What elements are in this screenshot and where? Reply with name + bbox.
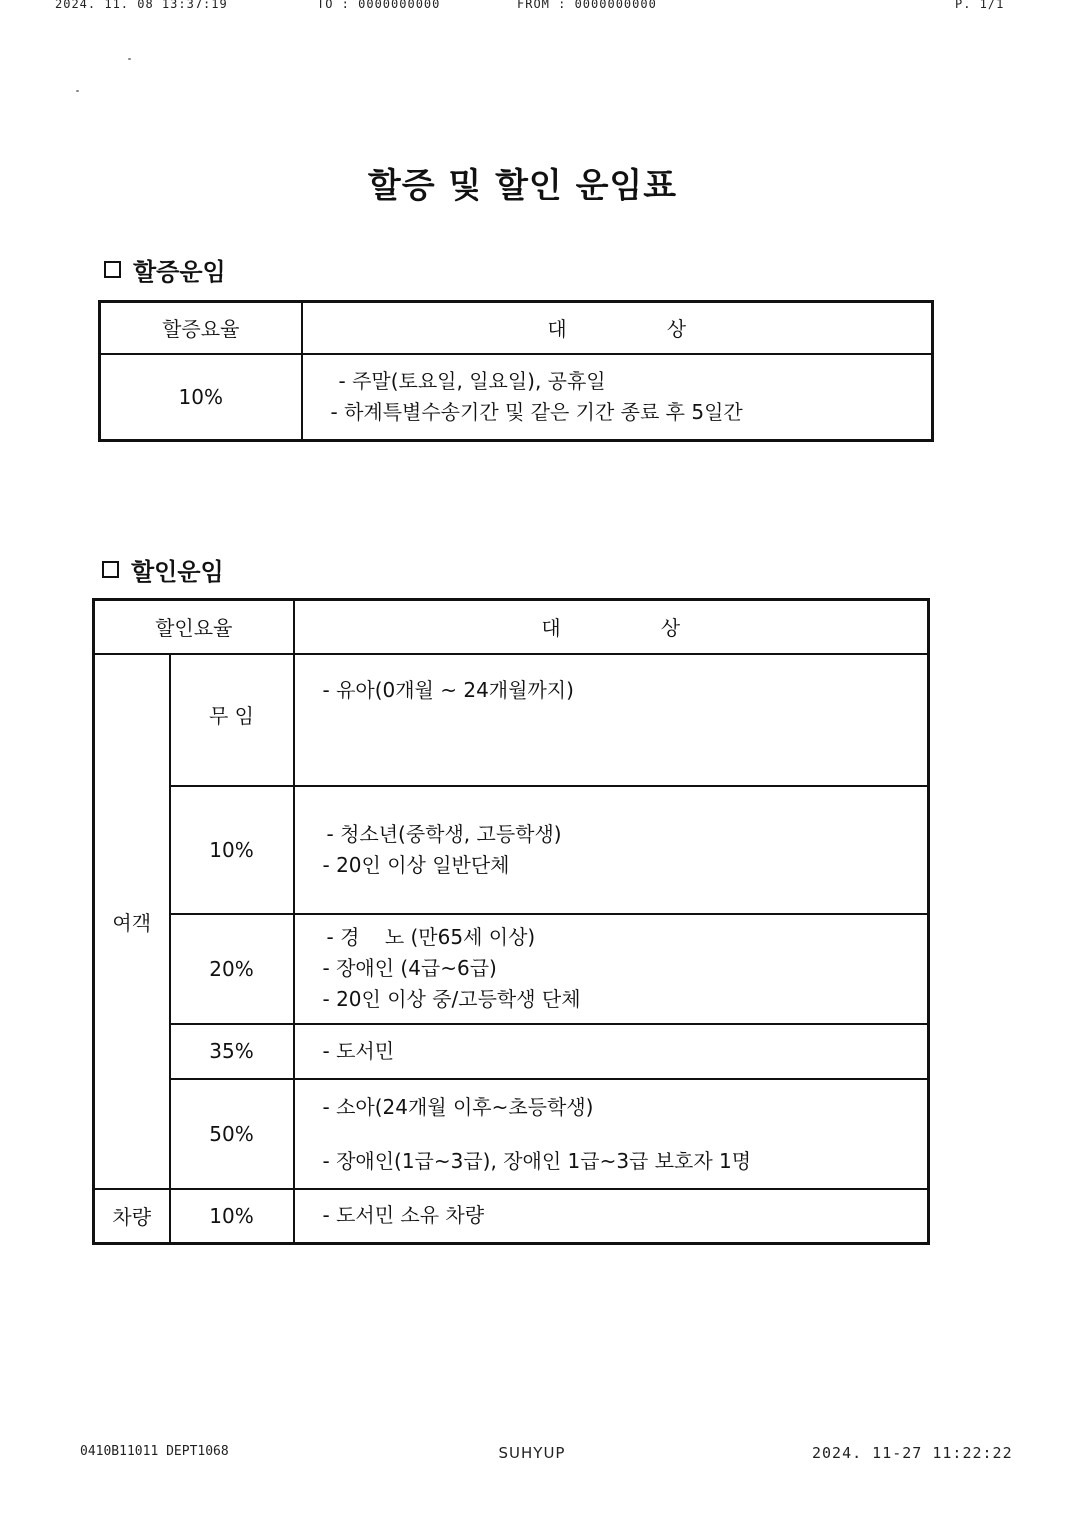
rate-cell: 50% <box>170 1079 294 1189</box>
fax-header-datetime: 2024. 11. 08 13:37:19 <box>55 0 228 11</box>
fax-header <box>55 0 1015 22</box>
target-cell: - 도서민 <box>294 1024 929 1079</box>
header-rate: 할증요율 <box>100 302 302 354</box>
passenger-label: 여객 <box>94 654 170 1189</box>
document-title: 할증 및 할인 운임표 <box>367 166 678 206</box>
surcharge-targets: - 주말(토요일, 일요일), 공휴일 - 하계특별수송기간 및 같은 기간 종료 후 5일간 <box>302 354 933 441</box>
discount-heading-label: 할인운임 <box>131 558 224 586</box>
table-row <box>94 914 929 1024</box>
surcharge-heading <box>104 252 226 287</box>
rate-cell: 20% <box>170 914 294 1024</box>
footer-left: 0410B11011 DEPT1068 <box>80 1444 229 1459</box>
surcharge-table <box>98 300 934 442</box>
fax-header-to: TO : 0000000000 <box>317 0 441 11</box>
vehicle-label: 차량 <box>94 1189 170 1244</box>
footer-center: SUHYUP <box>498 1444 566 1462</box>
target-cell: - 소아(24개월 이후~초등학생) - 장애인(1급~3급), 장애인 1급~3급 보호자 1명 <box>294 1079 929 1189</box>
rate-cell: 35% <box>170 1024 294 1079</box>
fax-header-from: FROM : 0000000000 <box>517 0 657 11</box>
table-header-row <box>94 600 929 654</box>
surcharge-heading-label: 할증운임 <box>133 258 226 286</box>
checkbox-square-icon <box>102 561 119 578</box>
scan-speck <box>76 90 79 92</box>
rate-cell: 10% <box>170 1189 294 1244</box>
target-cell: - 도서민 소유 차량 <box>294 1189 929 1244</box>
discount-table <box>92 598 930 1245</box>
table-row <box>100 354 933 441</box>
header-target: 대 상 <box>302 302 933 354</box>
table-header-row <box>100 302 933 354</box>
rate-cell: 무 임 <box>170 654 294 786</box>
target-cell: - 유아(0개월 ~ 24개월까지) <box>294 654 929 786</box>
fax-header-page: P. 1/1 <box>955 0 1005 11</box>
header-rate: 할인요율 <box>94 600 294 654</box>
surcharge-rate: 10% <box>100 354 302 441</box>
table-row <box>94 654 929 786</box>
table-row <box>94 786 929 914</box>
rate-cell: 10% <box>170 786 294 914</box>
target-cell: - 청소년(중학생, 고등학생) - 20인 이상 일반단체 <box>294 786 929 914</box>
discount-heading <box>102 552 224 587</box>
table-row <box>94 1079 929 1189</box>
footer-right: 2024. 11-27 11:22:22 <box>812 1444 1013 1462</box>
table-row <box>94 1024 929 1079</box>
target-cell: - 경 노 (만65세 이상) - 장애인 (4급~6급) - 20인 이상 중/고등학생 단체 <box>294 914 929 1024</box>
table-row <box>94 1189 929 1244</box>
scan-speck <box>128 58 131 60</box>
checkbox-square-icon <box>104 261 121 278</box>
header-target: 대 상 <box>294 600 929 654</box>
